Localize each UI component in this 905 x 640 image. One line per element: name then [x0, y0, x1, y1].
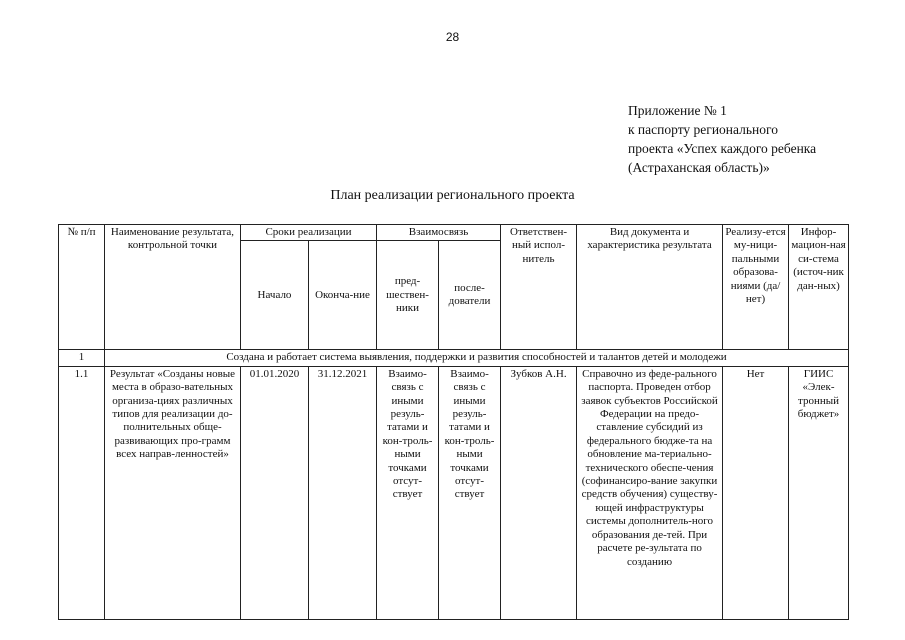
header-next: после-дователи [439, 241, 501, 350]
appendix-line: к паспорту регионального [628, 122, 778, 137]
row-municipal: Нет [723, 366, 789, 619]
appendix-line: проекта «Успех каждого ребенка [628, 141, 817, 156]
header-doc: Вид документа и характеристика результата [577, 225, 723, 350]
header-num: № п/п [59, 225, 105, 350]
header-name: Наименование результата, контрольной точки [105, 225, 241, 350]
header-responsible: Ответствен-ный испол-нитель [501, 225, 577, 350]
plan-table [58, 224, 849, 620]
appendix-line: (Астраханская область)» [628, 160, 770, 175]
section-num: 1 [59, 350, 105, 366]
row-num: 1.1 [59, 366, 105, 619]
row-source: ГИИС «Элек-тронный бюджет» [789, 366, 849, 619]
plan-title: План реализации регионального проекта [330, 188, 575, 203]
row-doc: Справочно из феде-рального паспорта. Проведен отбор заявок субъектов Российской Федерации на предо-ставление субсидий из федерального бюдже-та на обновление ма-териально-технического обеспе-чения (софинансиро-вание закупки средств обучения) существу-ющей инфраструктуры системы дополнитель-ного образования де-тей. При расчете ре-зультата по созданию [577, 366, 723, 619]
row-prev: Взаимо-связь с иными резуль-татами и кон-троль-ными точками отсут-ствует [377, 366, 439, 619]
row-name: Результат «Созданы новые места в образо-вательных организа-циях различных типов для реализации до-полнительных обще-развивающих про-грамм всех направ-ленностей» [105, 366, 241, 619]
table-row [59, 366, 849, 619]
header-row [59, 225, 849, 241]
header-municipal: Реализу-ется му-ници-пальными образова-ниями (да/нет) [723, 225, 789, 350]
section-row [59, 350, 849, 366]
row-responsible: Зубков А.Н. [501, 366, 577, 619]
header-source: Инфор-мацион-ная си-стема (источ-ник дан-ных) [789, 225, 849, 350]
section-text: Создана и работает система выявления, поддержки и развития способностей и талантов детей и молодежи [105, 350, 849, 366]
header-end: Оконча-ние [309, 241, 377, 350]
row-next: Взаимо-связь с иными резуль-татами и кон-троль-ными точками отсут-ствует [439, 366, 501, 619]
header-terms: Сроки реализации [241, 225, 377, 241]
header-links: Взаимосвязь [377, 225, 501, 241]
row-start: 01.01.2020 [241, 366, 309, 619]
row-end: 31.12.2021 [309, 366, 377, 619]
header-prev: пред-шествен-ники [377, 241, 439, 350]
appendix-line: Приложение № 1 [628, 103, 727, 118]
appendix-block [628, 101, 816, 177]
header-start: Начало [241, 241, 309, 350]
page-number: 28 [445, 30, 460, 44]
